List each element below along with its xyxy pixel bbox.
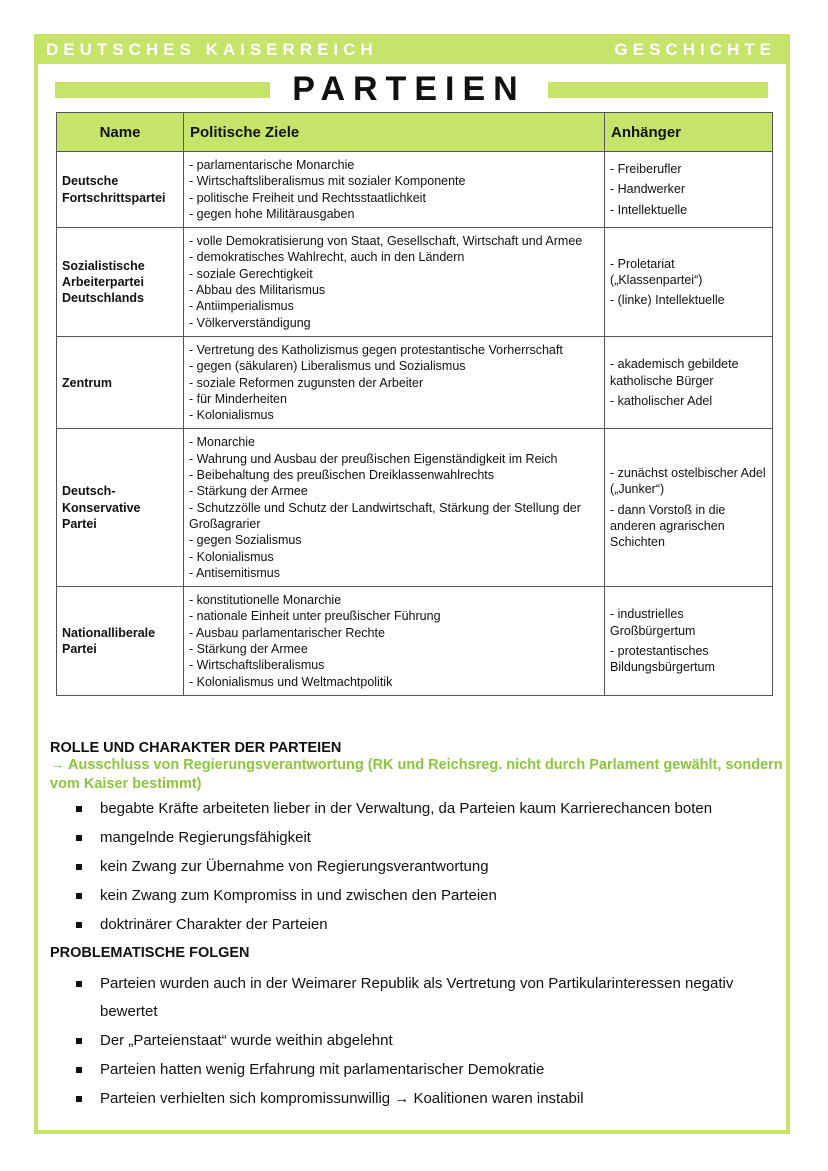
goal-item: - politische Freiheit und Rechtsstaatlichkeit [189, 190, 426, 205]
bullet-square-icon [76, 893, 82, 899]
header-band [34, 34, 790, 64]
party-supporters [605, 228, 773, 337]
party-goals [184, 152, 605, 228]
column-header-name: Name [57, 113, 184, 152]
party-goals [184, 587, 605, 696]
supporter-item: - akademisch gebildete katholische Bürger [610, 357, 739, 388]
list-item-text: begabte Kräfte arbeiteten lieber in der Verwaltung, da Parteien kaum Karrierechancen boten [100, 800, 713, 817]
goal-item: - Beibehaltung des preußischen Dreiklassenwahlrechts [189, 468, 495, 483]
goal-item: - Kolonialismus und Weltmachtpolitik [189, 674, 393, 689]
goal-item: - Wirtschaftsliberalismus mit sozialer Komponente [189, 174, 466, 189]
list-item [50, 970, 785, 1026]
goal-item: - konstitutionelle Monarchie [189, 593, 342, 608]
goal-item: - soziale Reformen zugunsten der Arbeiter [189, 375, 424, 390]
goal-item: - Schutzzölle und Schutz der Landwirtschaft, Stärkung der Stellung der Großagrarier [189, 500, 581, 531]
table-row [57, 228, 773, 337]
list-item-text: Parteien hatten wenig Erfahrung mit parlamentarischer Demokratie [100, 1061, 545, 1078]
party-name: Nationalliberale Partei [57, 587, 184, 696]
section-heading-role: ROLLE UND CHARAKTER DER PARTEIEN [50, 740, 342, 756]
list-item [50, 799, 785, 819]
supporter-item: - dann Vorstoß in die anderen agrarischen Schichten [610, 502, 726, 550]
list-item [50, 1089, 785, 1109]
party-name: Deutsche Fortschrittspartei [57, 152, 184, 228]
supporter-item: - katholischer Adel [610, 393, 713, 408]
section-heading-problems: PROBLEMATISCHE FOLGEN [50, 945, 250, 961]
goal-item: - Antiimperialismus [189, 299, 294, 314]
party-goals [184, 336, 605, 428]
goal-item: - Ausbau parlamentarischer Rechte [189, 625, 385, 640]
supporter-item: - Handwerker [610, 182, 686, 197]
goal-item: - Kolonialismus [189, 408, 274, 423]
goal-item: - Abbau des Militarismus [189, 283, 326, 298]
role-bullet-list [50, 799, 785, 935]
title-bar-right [548, 82, 768, 98]
party-supporters [605, 336, 773, 428]
list-item [50, 915, 785, 935]
party-name: Zentrum [57, 336, 184, 428]
goal-item: - demokratisches Wahlrecht, auch in den Ländern [189, 250, 465, 265]
list-item [50, 886, 785, 906]
goal-item: - Stärkung der Armee [189, 642, 308, 657]
supporter-item: - industrielles Großbürgertum [610, 607, 696, 638]
bullet-square-icon [76, 835, 82, 841]
bullet-square-icon [76, 1038, 82, 1044]
party-name: Deutsch-Konservative Partei [57, 429, 184, 587]
goal-item: - Kolonialismus [189, 549, 274, 564]
bullet-square-icon [76, 864, 82, 870]
goal-item: - Wirtschaftsliberalismus [189, 658, 325, 673]
goal-item: - gegen (säkularen) Liberalismus und Sozialismus [189, 359, 466, 374]
supporter-item: - Freiberufler [610, 162, 682, 177]
list-item [50, 828, 785, 848]
supporter-item: - protestantisches Bildungsbürgertum [610, 644, 715, 675]
list-item-text: Parteien verhielten sich kompromissunwillig → Koalitionen waren instabil [100, 1090, 584, 1107]
party-goals [184, 228, 605, 337]
list-item-text: kein Zwang zur Übernahme von Regierungsverantwortung [100, 858, 489, 875]
table-row [57, 429, 773, 587]
bullet-square-icon [76, 1096, 82, 1102]
goal-item: - Völkerverständigung [189, 315, 311, 330]
party-goals [184, 429, 605, 587]
goal-item: - für Minderheiten [189, 391, 287, 406]
bullet-square-icon [76, 806, 82, 812]
table-row [57, 152, 773, 228]
goal-item: - parlamentarische Monarchie [189, 158, 355, 172]
party-supporters [605, 152, 773, 228]
goal-item: - volle Demokratisierung von Staat, Gesellschaft, Wirtschaft und Armee [189, 234, 583, 249]
column-header-goals: Politische Ziele [184, 113, 605, 152]
goal-item: - Monarchie [189, 435, 255, 450]
parties-table [56, 112, 773, 696]
list-item-text: Parteien wurden auch in der Weimarer Republik als Vertretung von Partikularinteressen negativ bewertet [100, 975, 734, 1020]
list-item-text: kein Zwang zum Kompromiss in und zwischen den Parteien [100, 887, 497, 904]
header-left-label: DEUTSCHES KAISERREICH [46, 40, 378, 59]
party-supporters [605, 587, 773, 696]
supporter-item: - Proletariat („Klassenpartei“) [610, 256, 703, 287]
page-title: PARTEIEN [292, 70, 526, 108]
title-bar-left [55, 82, 270, 98]
goal-item: - Wahrung und Ausbau der preußischen Eigenständigkeit im Reich [189, 451, 558, 466]
header-right-label: GESCHICHTE [614, 40, 776, 59]
goal-item: - Antisemitismus [189, 565, 280, 580]
table-row [57, 587, 773, 696]
highlight-note: → Ausschluss von Regierungsverantwortung (RK und Reichsreg. nicht durch Parlament gewählt, sondern vom Kaiser bestimmt) [50, 757, 783, 792]
problems-bullet-list [50, 970, 785, 1109]
goal-item: - Vertretung des Katholizismus gegen protestantische Vorherrschaft [189, 342, 563, 357]
supporter-item: - Intellektuelle [610, 202, 688, 217]
supporter-item: - (linke) Intellektuelle [610, 293, 725, 308]
goal-item: - nationale Einheit unter preußischer Führung [189, 609, 441, 624]
supporter-item: - zunächst ostelbischer Adel („Junker“) [610, 466, 766, 497]
goal-item: - gegen hohe Militärausgaben [189, 206, 355, 221]
list-item [50, 1060, 785, 1080]
goal-item: - gegen Sozialismus [189, 533, 302, 548]
bullet-square-icon [76, 1067, 82, 1073]
table-header-row [57, 113, 773, 152]
party-supporters [605, 429, 773, 587]
goal-item: - soziale Gerechtigkeit [189, 266, 313, 281]
goal-item: - Stärkung der Armee [189, 484, 308, 499]
list-item [50, 1031, 785, 1051]
party-name: Sozialistische Arbeiterpartei Deutschlands [57, 228, 184, 337]
list-item-text: Der „Parteienstaat“ wurde weithin abgelehnt [100, 1032, 393, 1049]
column-header-supporters: Anhänger [605, 113, 773, 152]
list-item [50, 857, 785, 877]
table-row [57, 336, 773, 428]
bullet-square-icon [76, 922, 82, 928]
bullet-square-icon [76, 981, 82, 987]
notes-section [50, 740, 785, 1109]
list-item-text: mangelnde Regierungsfähigkeit [100, 829, 311, 846]
list-item-text: doktrinärer Charakter der Parteien [100, 916, 328, 933]
